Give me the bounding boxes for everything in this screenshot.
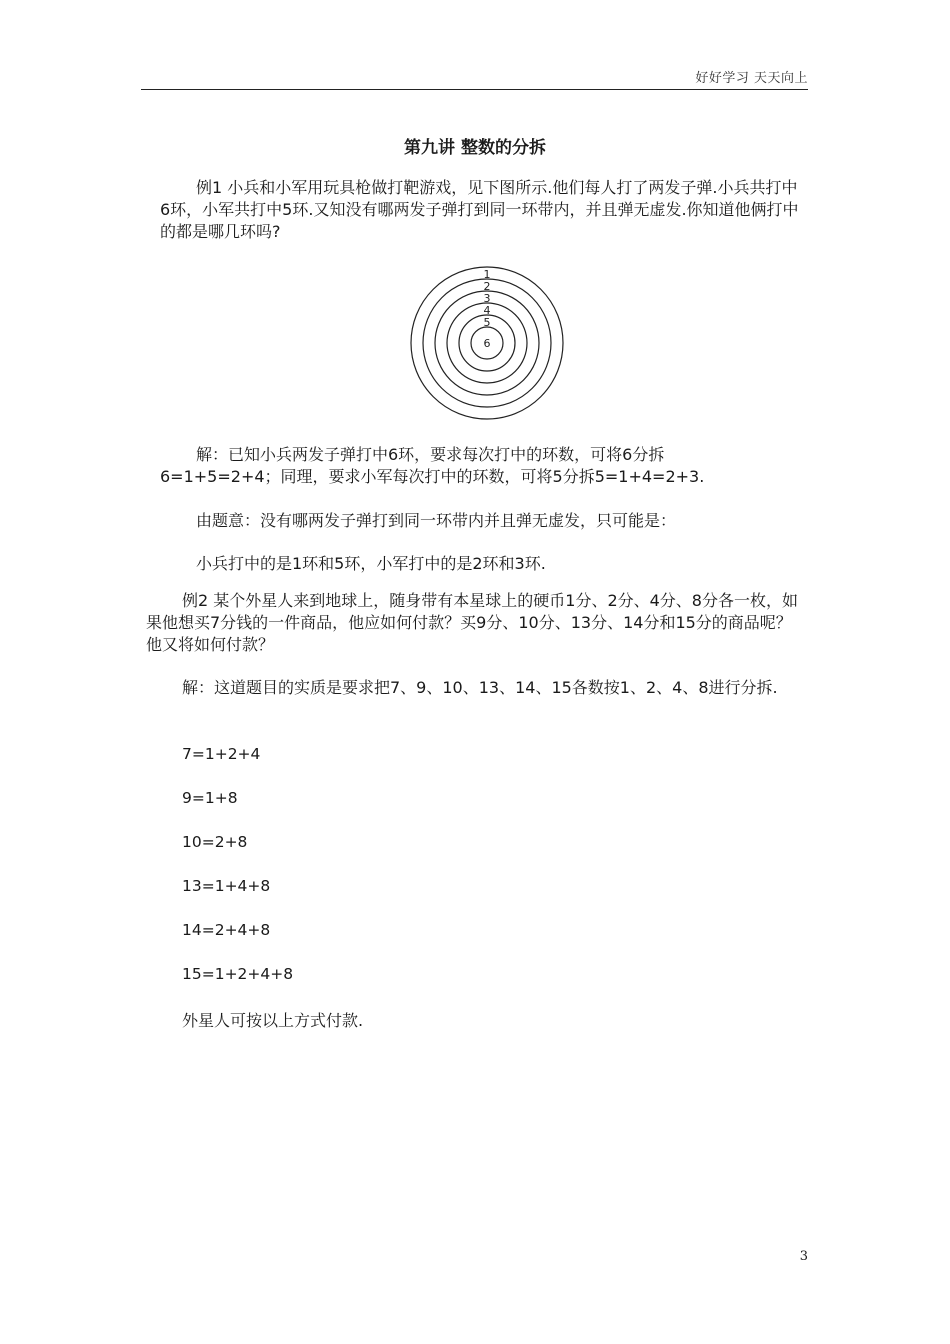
ring-label-1: 1 [483, 268, 491, 281]
example2-solution: 解：这道题目的实质是要求把7、9、10、13、14、15各数按1、2、4、8进行分拆. [182, 678, 778, 697]
equation-9: 9=1+8 [182, 789, 238, 807]
equation-15: 15=1+2+4+8 [182, 965, 294, 983]
example1-solution-1: 解：已知小兵两发子弹打中6环，要求每次打中的环数，可将6分拆6=1+5=2+4；同理，要求小军每次打中的环数，可将5分拆5=1+4=2+3. [160, 445, 705, 486]
header-text: 好好学习 天天向上 [695, 71, 808, 86]
equation-13: 13=1+4+8 [182, 877, 271, 895]
example1-question: 例1 小兵和小军用玩具枪做打靶游戏，见下图所示.他们每人打了两发子弹.小兵共打中6环，小军共打中5环.又知没有哪两发子弹打到同一环带内，并且弹无虚发.你知道他俩打中的都是哪几环吗? [160, 178, 799, 241]
ring-label-2: 2 [483, 280, 491, 293]
target-diagram [409, 265, 565, 421]
example2-question: 例2 某个外星人来到地球上，随身带有本星球上的硬币1分、2分、4分、8分各一枚，如果他想买7分钱的一件商品，他应如何付款？买9分、10分、13分、14分和15分的商品呢？他又将如何付款？ [146, 591, 798, 654]
equation-7: 7=1+2+4 [182, 745, 261, 763]
example1-solution-2: 由题意：没有哪两发子弹打到同一环带内并且弹无虚发，只可能是： [196, 511, 677, 530]
example1-solution-3: 小兵打中的是1环和5环，小军打中的是2环和3环. [196, 554, 546, 573]
ring-label-5: 5 [483, 316, 491, 329]
header-rule [141, 89, 808, 90]
ring-label-6: 6 [483, 337, 491, 350]
equation-10: 10=2+8 [182, 833, 248, 851]
example2-conclusion: 外星人可按以上方式付款. [182, 1011, 364, 1030]
page-number: 3 [799, 1249, 808, 1264]
page-title: 第九讲 整数的分拆 [404, 138, 546, 158]
ring-label-4: 4 [483, 304, 491, 317]
equation-14: 14=2+4+8 [182, 921, 271, 939]
ring-label-3: 3 [483, 292, 491, 305]
